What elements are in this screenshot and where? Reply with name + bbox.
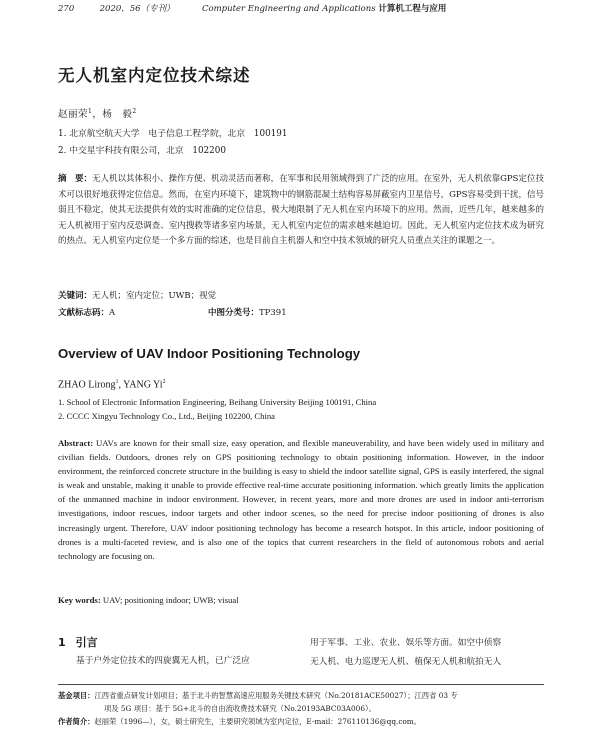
abstract-en-text: UAVs are known for their small size, easy operation, and flexible maneuverability, and have been widely used in military and civilian fields. Outdoors, drones rely on GPS positioning technology to obtain positioning information. However, in the indoor environment, the reinforced concrete structure in the building is easy to shield the indoor satellite signal, GPS is easily interfered, the signal is weak and unstable, making it unable to provide effective real-time accurate positioning information. which greatly limits the application of the unmanned machine in indoor environment. However, in recent years, more and more drones are used in indoor anti-terrorism investigations, indoor rescues, indoor targets and other indoor scenes, so the need for precise indoor positioning of drones is also increasingly urgent. Therefore, UAV indoor positioning technology has become a research hotspot. In this article, indoor positioning of drones is a multi-faceted review, and is also one of the topics that current researchers in the field of autonomous robots and aerial technology are focusing on. (58, 438, 544, 561)
body-text-right (310, 634, 544, 672)
affiliation-cn-1: 1. 北京航空航天大学 电子信息工程学院，北京 100191 (58, 129, 288, 139)
authors-cn: 赵丽荣$^1$，杨 毅$^2$ (58, 107, 137, 120)
abstract-cn-label: 摘 要： (58, 174, 93, 184)
fund-footnote-continued: 项及 5G 项目：基于 5G+北斗的自由流收费技术研究（No.20193ABC03A006）。 (104, 704, 376, 713)
keywords-cn-label: 关键词： (58, 291, 93, 301)
abstract-en-label: Abstract: (58, 438, 94, 448)
section-title: 引言 (75, 636, 98, 649)
author-affiliation-mark: 1 (115, 379, 119, 385)
page-title-cn: 无人机室内定位技术综述 (58, 66, 251, 85)
keywords-en (58, 595, 239, 605)
clc-number (208, 306, 287, 318)
journal-name-en: Computer Engineering and Applications (202, 4, 376, 14)
author-name: ZHAO Lirong (58, 379, 116, 391)
page-number: 270 (58, 4, 75, 14)
abstract-cn (58, 172, 544, 250)
page-title-en: Overview of UAV Indoor Positioning Technology (58, 346, 361, 361)
classification-row (58, 306, 544, 320)
author-bio-label: 作者简介： (58, 717, 95, 726)
section-heading (58, 634, 98, 650)
author-name: YANG Yi (123, 379, 163, 391)
fund-footnote (58, 690, 544, 701)
fund-label: 基金项目： (58, 691, 95, 700)
footnote-divider (58, 684, 544, 685)
author-affiliation-mark: 2 (162, 379, 166, 385)
document-code (58, 306, 115, 318)
keywords-cn (58, 289, 216, 301)
clc-value: TP391 (259, 308, 287, 318)
body-text-left: 基于户外定位技术的四旋翼无人机，已广泛应 (76, 656, 250, 666)
author-name: 杨 毅 (102, 109, 133, 120)
abstract-cn-text: 无人机以其体积小、操作方便、机动灵活而著称，在军事和民用领域得到了广泛的应用。在室外，无人机依靠GPS定位技术可以很好地获得定位信息。然而，在室内环境下，建筑物中的钢筋混凝土结构容易屏蔽室内卫星信号，GPS容易受到干扰，信号弱且不稳定，使其无法提供有效的实时准确的定位信息，极大地限制了无人机在室内环境下的应用。然而，近些几年，越来越多的无人机被用于室内反恐调查、室内搜救等诸多室内场景，无人机室内定位的需求越来越迫切。因此，无人机室内定位技术成为研究的热点。无人机室内定位是一个多方面的综述，也是目前自主机器人和空中技术领域的研究人员重点关注的课题之一。 (58, 174, 544, 247)
affiliation-en-2: 2. CCCC Xingyu Technology Co., Ltd., Beijing 102200, China (58, 411, 275, 421)
abstract-en (58, 436, 544, 563)
author-affiliation-mark: 2 (132, 107, 137, 115)
body-text-line: 无人机、电力巡逻无人机、植保无人机和航拍无人 (310, 657, 502, 667)
affiliation-en-1: 1. School of Electronic Information Engineering, Beihang University Beijing 100191, China (58, 397, 377, 407)
running-header (58, 2, 446, 14)
body-text-line: 用于军事、工业、农业、娱乐等方面。如空中侦察 (310, 638, 502, 648)
keywords-cn-text: 无人机；室内定位；UWB；视觉 (92, 291, 217, 301)
document-code-value: A (109, 308, 116, 318)
affiliation-cn-2: 2. 中交星宇科技有限公司，北京 102200 (58, 146, 226, 156)
author-affiliation-mark: 1 (88, 107, 93, 115)
keywords-en-label: Key words: (58, 595, 101, 605)
fund-text-line1: 江西省重点研发计划项目；基于北斗的智慧高速应用服务关键技术研究（No.20181ACE50027）；江西省 03 专 (94, 691, 458, 700)
author-bio-text: 赵丽荣（1996—），女，硕士研究生，主要研究领域为室内定位，E-mail：276110136@qq.com。 (94, 717, 422, 726)
author-name: 赵丽荣 (58, 109, 89, 120)
author-footnote (58, 716, 544, 727)
clc-label: 中图分类号： (208, 308, 260, 318)
authors-en: ZHAO Lirong$^1$, YANG Yi$^2$ (58, 379, 166, 391)
section-number: 1 (58, 636, 66, 649)
keywords-en-text: UAV; positioning indoor; UWB; visual (102, 595, 239, 605)
journal-name-cn: 计算机工程与应用 (378, 4, 447, 14)
document-code-label: 文献标志码： (58, 308, 110, 318)
issue-info: 2020，56（专刊） (99, 4, 175, 14)
